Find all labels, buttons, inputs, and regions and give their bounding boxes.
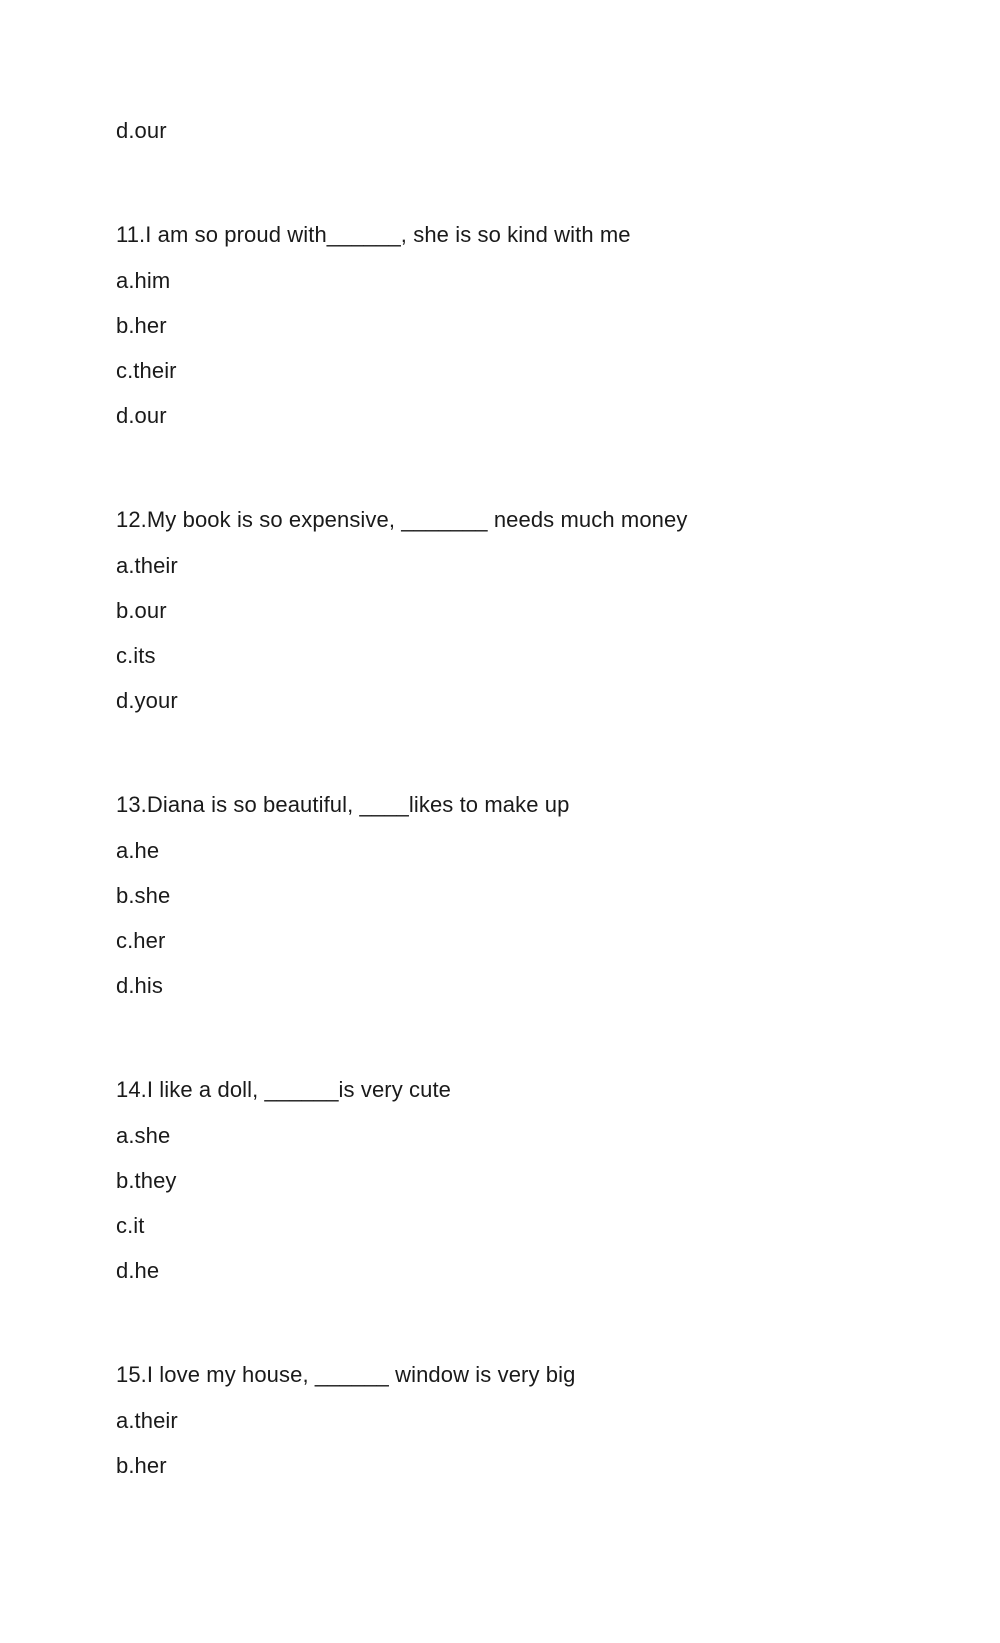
question-11-stem: 11.I am so proud with______, she is so kind with me	[116, 222, 631, 247]
question-15-option-a: a.their	[116, 1408, 178, 1433]
question-12-option-c: c.its	[116, 643, 156, 668]
prev-question-option-d: d.our	[116, 118, 167, 143]
question-13-option-b: b.she	[116, 883, 171, 908]
question-14-option-a: a.she	[116, 1123, 171, 1148]
question-15-option-b: b.her	[116, 1453, 167, 1478]
question-11-option-b: b.her	[116, 313, 167, 338]
question-13-option-c: c.her	[116, 928, 166, 953]
question-13-option-a: a.he	[116, 838, 160, 863]
question-13-stem: 13.Diana is so beautiful, ____likes to make up	[116, 792, 570, 817]
question-14-stem: 14.I like a doll, ______is very cute	[116, 1077, 452, 1102]
question-12-option-d: d.your	[116, 688, 178, 713]
question-11-option-d: d.our	[116, 403, 167, 428]
question-15-stem: 15.I love my house, ______ window is very big	[116, 1362, 576, 1387]
question-12-option-b: b.our	[116, 598, 167, 623]
question-12-stem: 12.My book is so expensive, _______ needs much money	[116, 507, 688, 532]
question-12-option-a: a.their	[116, 553, 178, 578]
question-14-option-d: d.he	[116, 1258, 160, 1283]
question-13-option-d: d.his	[116, 973, 163, 998]
question-14-option-b: b.they	[116, 1168, 177, 1193]
question-11-option-a: a.him	[116, 268, 171, 293]
question-11-option-c: c.their	[116, 358, 177, 383]
question-14-option-c: c.it	[116, 1213, 145, 1238]
